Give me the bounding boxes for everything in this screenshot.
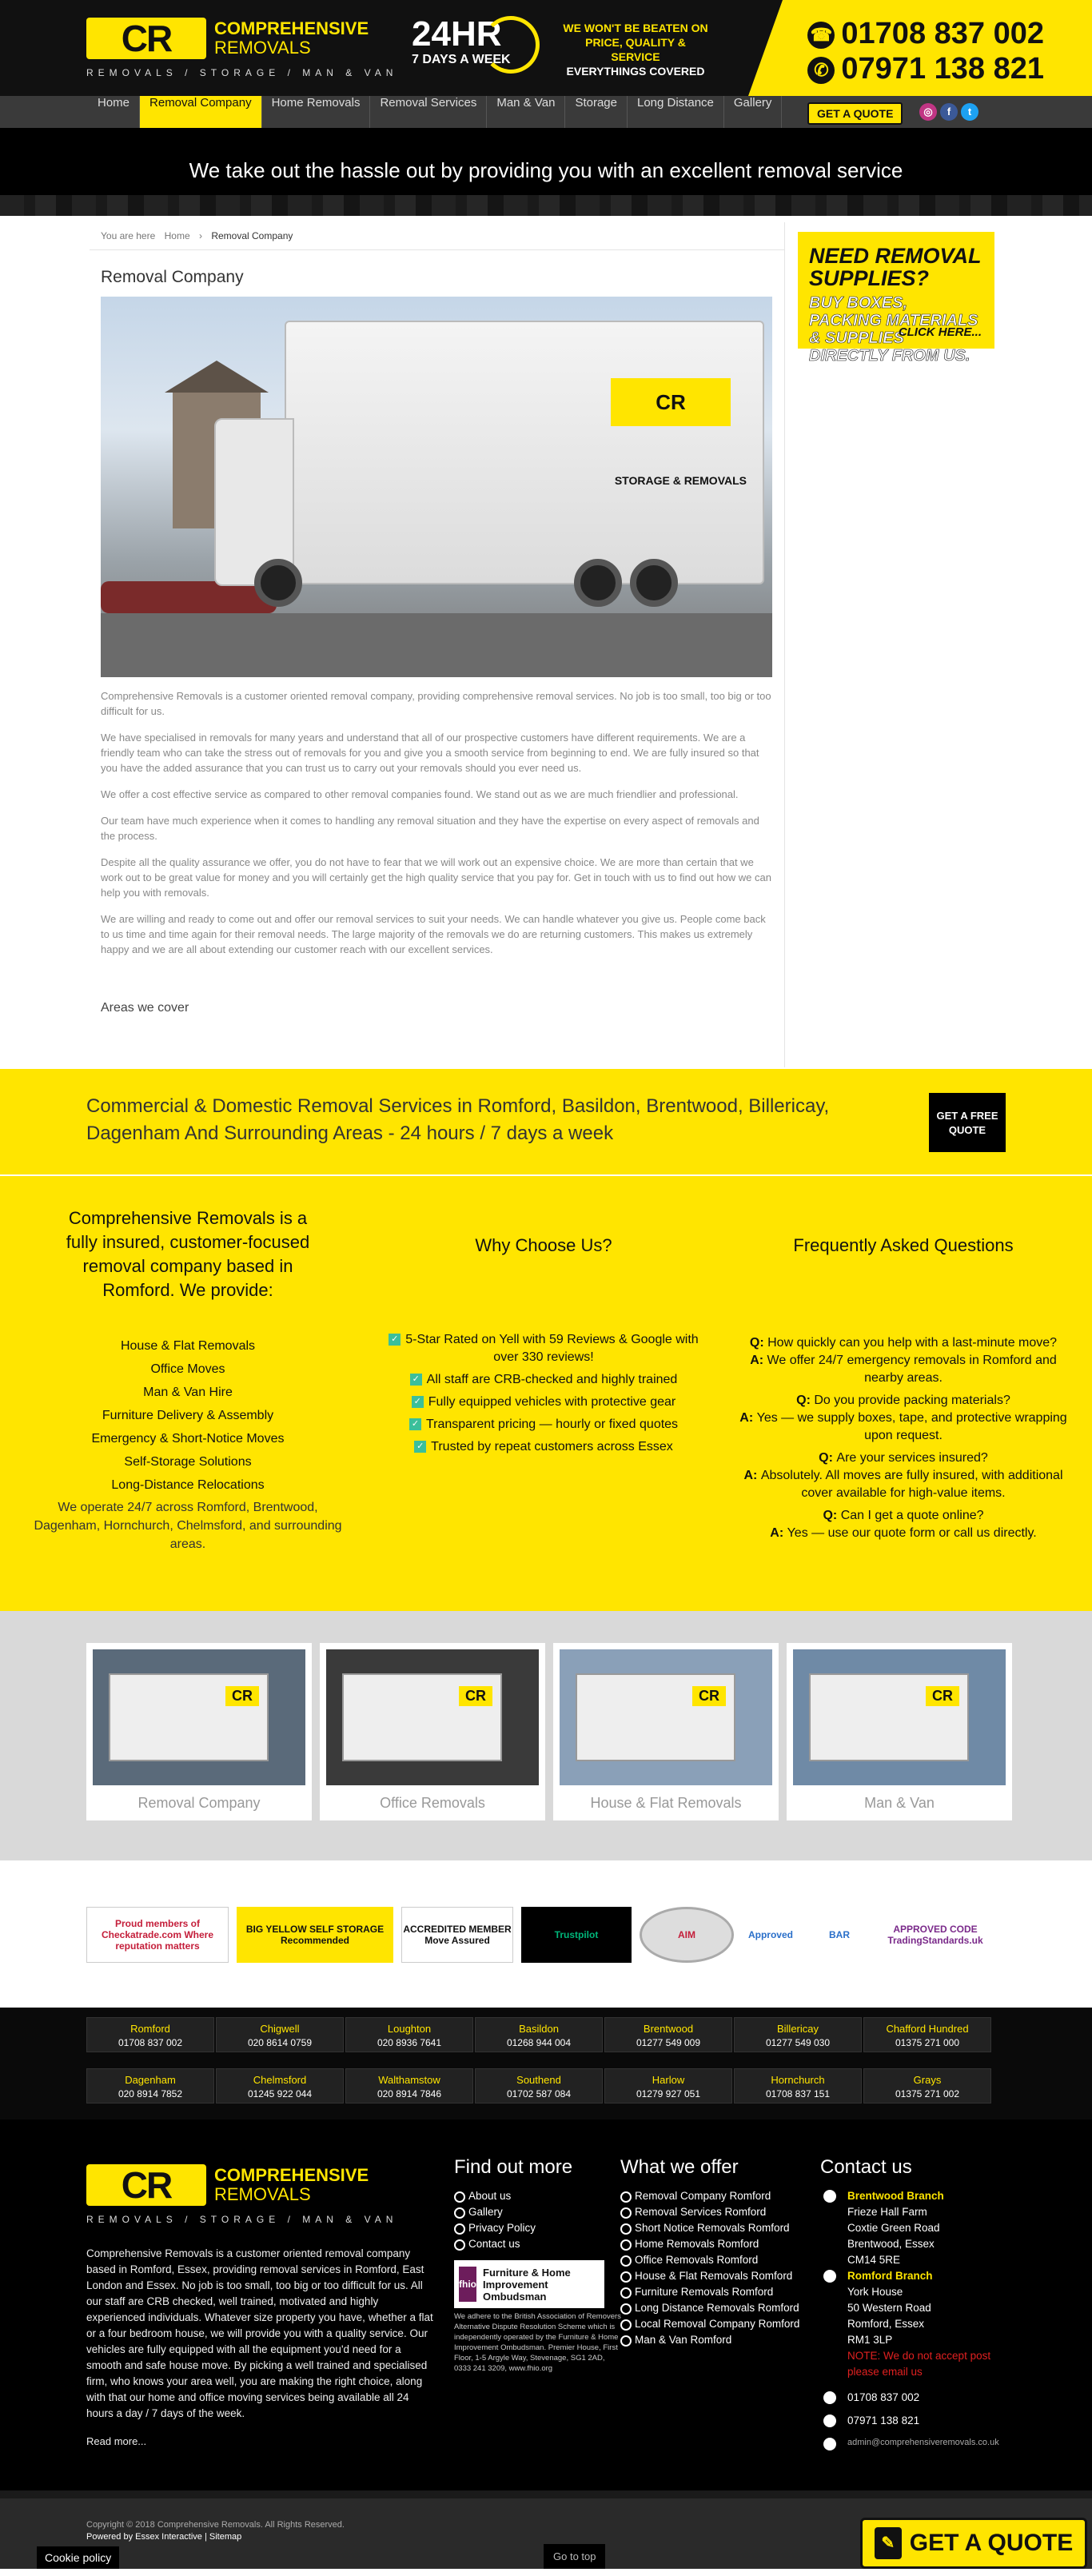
footer-service-link[interactable]: Removal Company Romford: [620, 2188, 812, 2204]
check-icon: ✓: [412, 1396, 424, 1408]
supplies-promo[interactable]: NEED REMOVAL SUPPLIES? BUY BOXES, PACKING MATERIALS & SUPPLIES DIRECTLY FROM US. CLICK HERE...: [798, 232, 994, 349]
branch-phone[interactable]: Harlow 01279 927 051: [604, 2068, 732, 2103]
service-cards: [0, 1611, 1092, 1860]
accreditation-logo: AIM: [640, 1907, 734, 1963]
nav-item-gallery[interactable]: Gallery: [724, 96, 783, 128]
brentwood-branch: Brentwood Branch Frieze Hall Farm Coxtie Green Road Brentwood, Essex CM14 5RE: [820, 2188, 1012, 2268]
breadcrumb-home[interactable]: Home: [164, 230, 190, 241]
footer-service-link[interactable]: Furniture Removals Romford: [620, 2284, 812, 2300]
nav-item-storage[interactable]: Storage: [565, 96, 628, 128]
branch-phone[interactable]: Chigwell 020 8614 0759: [216, 2017, 344, 2052]
faq-question: Q: Can I get a quote online?: [823, 1509, 984, 1522]
branch-phone[interactable]: Chelmsford 01245 922 044: [216, 2068, 344, 2103]
main-nav: [0, 96, 1092, 128]
header-phone-2[interactable]: ✆ 07971 138 821: [807, 51, 1044, 86]
photo-truck: CR STORAGE & REMOVALS: [285, 321, 764, 584]
cta-text: Commercial & Domestic Removal Services in Romford, Basildon, Brentwood, Billericay, Dagenham And Surrounding Areas - 24 hours / 7 days a week: [86, 1095, 830, 1144]
article-paragraph: Despite all the quality assurance we offer, you do not have to fear that we will work out an expensive choice. We are more than certain that we work out to be great value for money and you will certainly get the high quality service that you pay for. Get in touch with us to find out how we can help you with removals.: [101, 856, 771, 899]
footer-service-link[interactable]: Office Removals Romford: [620, 2252, 812, 2268]
branch-phone[interactable]: Billericay 01277 549 030: [734, 2017, 862, 2052]
faq-answer: A: Yes — use our quote form or call us directly.: [770, 1526, 1037, 1540]
article-paragraph: We have specialised in removals for many years and understand that all of our prospective customers have different requirements. We are a friendly team who can take the stress out of removals for you and give you a smooth service from beginning to end. We are fully insured so that you have the added assurance that you can trust us to carry out your removals should you ever need us.: [101, 732, 759, 774]
accreditation-logo: ACCREDITED MEMBER Move Assured: [401, 1907, 513, 1963]
nav-quote-button[interactable]: GET A QUOTE: [807, 102, 903, 125]
service-item: Furniture Delivery & Assembly: [102, 1409, 274, 1422]
photo-road: [101, 613, 772, 677]
branch-phone[interactable]: Hornchurch 01708 837 151: [734, 2068, 862, 2103]
sticky-quote-button[interactable]: ✎ GET A QUOTE: [860, 2518, 1087, 2569]
service-card-label: Office Removals: [380, 1795, 485, 1811]
service-card[interactable]: [787, 1643, 1012, 1820]
footer-logo[interactable]: CR COMPREHENSIVE REMOVALS REMOVALS / STORAGE / MAN & VAN: [86, 2164, 398, 2225]
clock-icon: [482, 16, 540, 74]
nav-item-home-removals[interactable]: Home Removals: [262, 96, 371, 128]
operate-text: We operate 24/7 across Romford, Brentwood, Dagenham, Hornchurch, Chelmsford, and surrounding areas.: [34, 1501, 342, 1551]
faq-answer: A: We offer 24/7 emergency removals in Romford and nearby areas.: [750, 1354, 1057, 1385]
why-item: ✓ Fully equipped vehicles with protective gear: [376, 1394, 711, 1411]
facebook-icon[interactable]: f: [940, 103, 958, 121]
mobile-icon: [823, 2415, 836, 2427]
check-icon: ✓: [409, 1418, 421, 1430]
accreditation-logo: Proud members of Checkatrade.com Where reputation matters: [86, 1907, 229, 1963]
nav-item-removal-services[interactable]: Removal Services: [370, 96, 487, 128]
footer-service-link[interactable]: Home Removals Romford: [620, 2236, 812, 2252]
why-heading: Why Choose Us?: [475, 1235, 612, 1255]
site-footer: [0, 2119, 1092, 2490]
phone-icon: [823, 2391, 836, 2404]
article-paragraph: Comprehensive Removals is a customer oriented removal company, providing comprehensive removal services. No job is too small, too big or too difficult for us.: [101, 690, 771, 717]
romford-branch: Romford Branch York House 50 Western Road Romford, Essex RM1 3LP NOTE: We do not accept post please email us: [820, 2268, 1012, 2380]
nav-item-man-van[interactable]: Man & Van: [487, 96, 565, 128]
why-item: ✓ Trusted by repeat customers across Essex: [376, 1438, 711, 1456]
phone-icon: ☎: [807, 22, 835, 49]
about-heading: Comprehensive Removals is a fully insured, customer-focused removal company based in Romford. We provide:: [66, 1208, 310, 1300]
promise-text: WE WON'T BE BEATEN ON PRICE, QUALITY & SERVICE EVERYTHINGS COVERED: [563, 22, 708, 78]
accreditation-logo: APPROVED CODE TradingStandards.uk: [879, 1907, 991, 1963]
service-item: Long-Distance Relocations: [111, 1478, 265, 1492]
hero-banner: [0, 128, 1092, 216]
why-list: [376, 1331, 711, 1456]
check-icon: ✓: [414, 1441, 426, 1453]
breadcrumb: You are here Home › Removal Company: [90, 222, 784, 250]
service-card-image: [326, 1649, 539, 1785]
footer-phone-2[interactable]: 07971 138 821: [820, 2415, 1012, 2426]
nav-item-removal-company[interactable]: Removal Company: [140, 96, 262, 128]
service-item: Self-Storage Solutions: [124, 1455, 252, 1469]
branch-phone[interactable]: Romford 01708 837 002: [86, 2017, 214, 2052]
hours-badge: 24HR 7 DAYS A WEEK: [412, 16, 540, 80]
accreditation-logo: Trustpilot: [521, 1907, 632, 1963]
service-list: [16, 1334, 360, 1497]
service-item: House & Flat Removals: [120, 1339, 256, 1353]
footer-read-more[interactable]: Read more...: [86, 2435, 147, 2447]
service-card-label: Removal Company: [137, 1795, 261, 1811]
main-content: [0, 216, 1092, 1067]
footer-what-we-offer: What we offer Removal Company Romford Removal Services Romford Short Notice Removals Romford Home Removals Romford Office Removals Romford House & Flat Removals Romford Furniture Removals Romford Long Distance Removals Romford Local Removal Company Romford Man & Van Romford: [620, 2156, 812, 2348]
service-card-image: [793, 1649, 1006, 1785]
location-icon: [823, 2190, 836, 2203]
copyright: Copyright © 2018 Comprehensive Removals. All Rights Reserved. Powered by Essex Interactive | Sitemap: [86, 2520, 345, 2542]
service-card[interactable]: [553, 1643, 779, 1820]
faq-answer: A: Absolutely. All moves are fully insured, with additional cover available for high-value items.: [743, 1469, 1063, 1500]
powered-by[interactable]: Powered by Essex Interactive | Sitemap: [86, 2532, 242, 2542]
branch-row-1: [86, 2017, 993, 2052]
faq-question: Q: How quickly can you help with a last-minute move?: [749, 1336, 1058, 1350]
go-to-top-button[interactable]: Go to top: [544, 2544, 605, 2569]
service-item: Office Moves: [150, 1362, 225, 1376]
fhio-text: We adhere to the British Association of Removers Alternative Dispute Resolution Scheme which is independently operated by the Furniture & Home Improvement Ombudsman. Premier House, First Floor, 1-5 Argyle Way, Stevenage, SG1 2AD, 0333 241 3209, www.fhio.org: [454, 2312, 621, 2373]
service-card[interactable]: [86, 1643, 312, 1820]
branch-phone[interactable]: Grays 01375 271 002: [863, 2068, 991, 2103]
service-card-image: [93, 1649, 305, 1785]
faq-question: Q: Do you provide packing materials?: [796, 1394, 1010, 1407]
instagram-icon[interactable]: ◎: [919, 103, 937, 121]
article-paragraph: We are willing and ready to come out and offer our removal services to suit your needs. We can handle whatever you give us. People come back to us time and time again for their removal needs. The large majority of the removals we do are returning customers. This makes us extremely happy and we are all about extending our customer reach with our excellent services.: [101, 913, 766, 955]
page-title: Removal Company: [101, 268, 244, 286]
areas-heading: Areas we cover: [101, 1001, 189, 1015]
logo-name: COMPREHENSIVE REMOVALS: [214, 18, 369, 58]
faq-answer: A: Yes — we supply boxes, tape, and protective wrapping upon request.: [739, 1411, 1067, 1442]
service-item: Emergency & Short-Notice Moves: [91, 1432, 285, 1446]
article: [90, 222, 785, 1067]
why-item: ✓ All staff are CRB-checked and highly trained: [376, 1371, 711, 1389]
nav-list: [88, 96, 782, 128]
location-icon: [823, 2270, 836, 2283]
footer-service-link[interactable]: Removal Services Romford: [620, 2204, 812, 2220]
hero-text: We take out the hassle out by providing you with an excellent removal service: [189, 158, 903, 182]
faq-question: Q: Are your services insured?: [819, 1451, 988, 1465]
faq-heading: Frequently Asked Questions: [793, 1235, 1014, 1255]
footer-contact: Contact us Brentwood Branch Frieze Hall Farm Coxtie Green Road Brentwood, Essex CM14 5RE Romford Branch York House 50 Western Road Romford, Essex RM1 3LP NOTE: We do not accept post please email us 01708 837 002 07971 138 821 admin@comprehensiveremovals.co.uk: [820, 2156, 1012, 2447]
service-card-label: House & Flat Removals: [590, 1795, 742, 1811]
branch-phone[interactable]: Loughton 020 8936 7641: [345, 2017, 473, 2052]
why-item: ✓ Transparent pricing — hourly or fixed quotes: [376, 1416, 711, 1434]
footer-link[interactable]: Privacy Policy: [454, 2220, 622, 2236]
photo-cars: [101, 581, 277, 613]
footer-service-link[interactable]: Long Distance Removals Romford: [620, 2300, 812, 2316]
footer-find-out-more: Find out more About us Gallery Privacy Policy Contact us: [454, 2156, 622, 2252]
footer-link[interactable]: About us: [454, 2188, 622, 2204]
branch-phone[interactable]: Southend 01702 587 084: [475, 2068, 603, 2103]
nav-item-home[interactable]: Home: [88, 96, 140, 128]
header-phone-1[interactable]: ☎ 01708 837 002: [807, 16, 1044, 51]
free-quote-button[interactable]: GET A FREE QUOTE: [929, 1093, 1006, 1152]
logo-mark: CR: [86, 18, 206, 59]
fhio-logo: fhio Furniture & Home Improvement Ombudsman: [454, 2260, 604, 2308]
article-paragraph: We offer a cost effective service as compared to other removal companies found. We stand out as we are much friendlier and professional.: [101, 788, 739, 800]
service-card-image: [560, 1649, 772, 1785]
bottom-bar: [0, 2490, 1092, 2569]
email-icon: [823, 2438, 836, 2450]
site-logo[interactable]: [86, 18, 398, 78]
footer-phone-1[interactable]: 01708 837 002: [820, 2391, 1012, 2403]
quote-form-icon: ✎: [875, 2527, 902, 2559]
nav-item-long-distance[interactable]: Long Distance: [628, 96, 724, 128]
cta-strip: [0, 1067, 1092, 1176]
footer-link[interactable]: Contact us: [454, 2236, 622, 2252]
faq-list: [719, 1334, 1087, 1542]
article-paragraph: Our team have much experience when it comes to handling any removal situation and they have the expertise on every aspect of removals and the process.: [101, 815, 759, 842]
info-columns: [0, 1176, 1092, 1611]
about-column: [16, 1206, 360, 1553]
check-icon: ✓: [410, 1374, 422, 1386]
twitter-icon[interactable]: t: [961, 103, 978, 121]
article-body: [90, 688, 784, 957]
branch-phone[interactable]: Chafford Hundred 01375 271 000: [863, 2017, 991, 2052]
footer-link[interactable]: Gallery: [454, 2204, 622, 2220]
branch-phone[interactable]: Walthamstow 020 8914 7846: [345, 2068, 473, 2103]
mobile-icon: ✆: [807, 57, 835, 84]
accreditations: [0, 1860, 1092, 2008]
accreditation-logo: Approved: [740, 1907, 801, 1963]
accreditation-logo: BIG YELLOW SELF STORAGE Recommended: [237, 1907, 393, 1963]
service-item: Man & Van Hire: [143, 1386, 233, 1399]
footer-service-link[interactable]: Short Notice Removals Romford: [620, 2220, 812, 2236]
check-icon: ✓: [389, 1334, 401, 1346]
service-card-label: Man & Van: [864, 1795, 935, 1811]
footer-description: Comprehensive Removals is a customer oriented removal company based in Romford, Essex, providing removal services in Romford, East London and Essex. No job is too small, too big or too difficult for us. All our staff are CRB checked, well trained, motivated and highly experienced individuals. Whatever size property you have, whether a flat or a four bedroom house, we will provide you with a quality service. Our vehicles are fully equipped with all the equipment you'd need for a smooth and safe house move. By picking a well trained and specialised firm, who knows your area well, you are making the right choice, along with that our home and office moving services being available all 24 hours a day / 7 days of the week.: [86, 2247, 433, 2419]
branch-phones: [0, 2008, 1092, 2119]
footer-service-link[interactable]: House & Flat Removals Romford: [620, 2268, 812, 2284]
accreditation-logo: BAR: [809, 1907, 870, 1963]
footer-service-link[interactable]: Local Removal Company Romford: [620, 2316, 812, 2332]
branch-phone[interactable]: Brentwood 01277 549 009: [604, 2017, 732, 2052]
footer-service-link[interactable]: Man & Van Romford: [620, 2332, 812, 2348]
truck-photo: [101, 297, 772, 677]
faq-column: [719, 1234, 1087, 1542]
branch-phone[interactable]: Basildon 01268 944 004: [475, 2017, 603, 2052]
cookie-policy-button[interactable]: Cookie policy: [37, 2546, 119, 2569]
breadcrumb-current: Removal Company: [211, 230, 293, 241]
logo-tagline: REMOVALS / STORAGE / MAN & VAN: [86, 67, 398, 78]
service-card[interactable]: [320, 1643, 545, 1820]
why-column: [376, 1234, 711, 1461]
skyline-decoration: [0, 195, 1092, 216]
header-phones: [807, 16, 1044, 86]
why-item: ✓ 5-Star Rated on Yell with 59 Reviews & Google with over 330 reviews!: [376, 1331, 711, 1366]
branch-phone[interactable]: Dagenham 020 8914 7852: [86, 2068, 214, 2103]
site-header: [0, 0, 1092, 96]
branch-row-2: [86, 2068, 993, 2103]
footer-email[interactable]: admin@comprehensiveremovals.co.uk: [820, 2438, 1012, 2447]
